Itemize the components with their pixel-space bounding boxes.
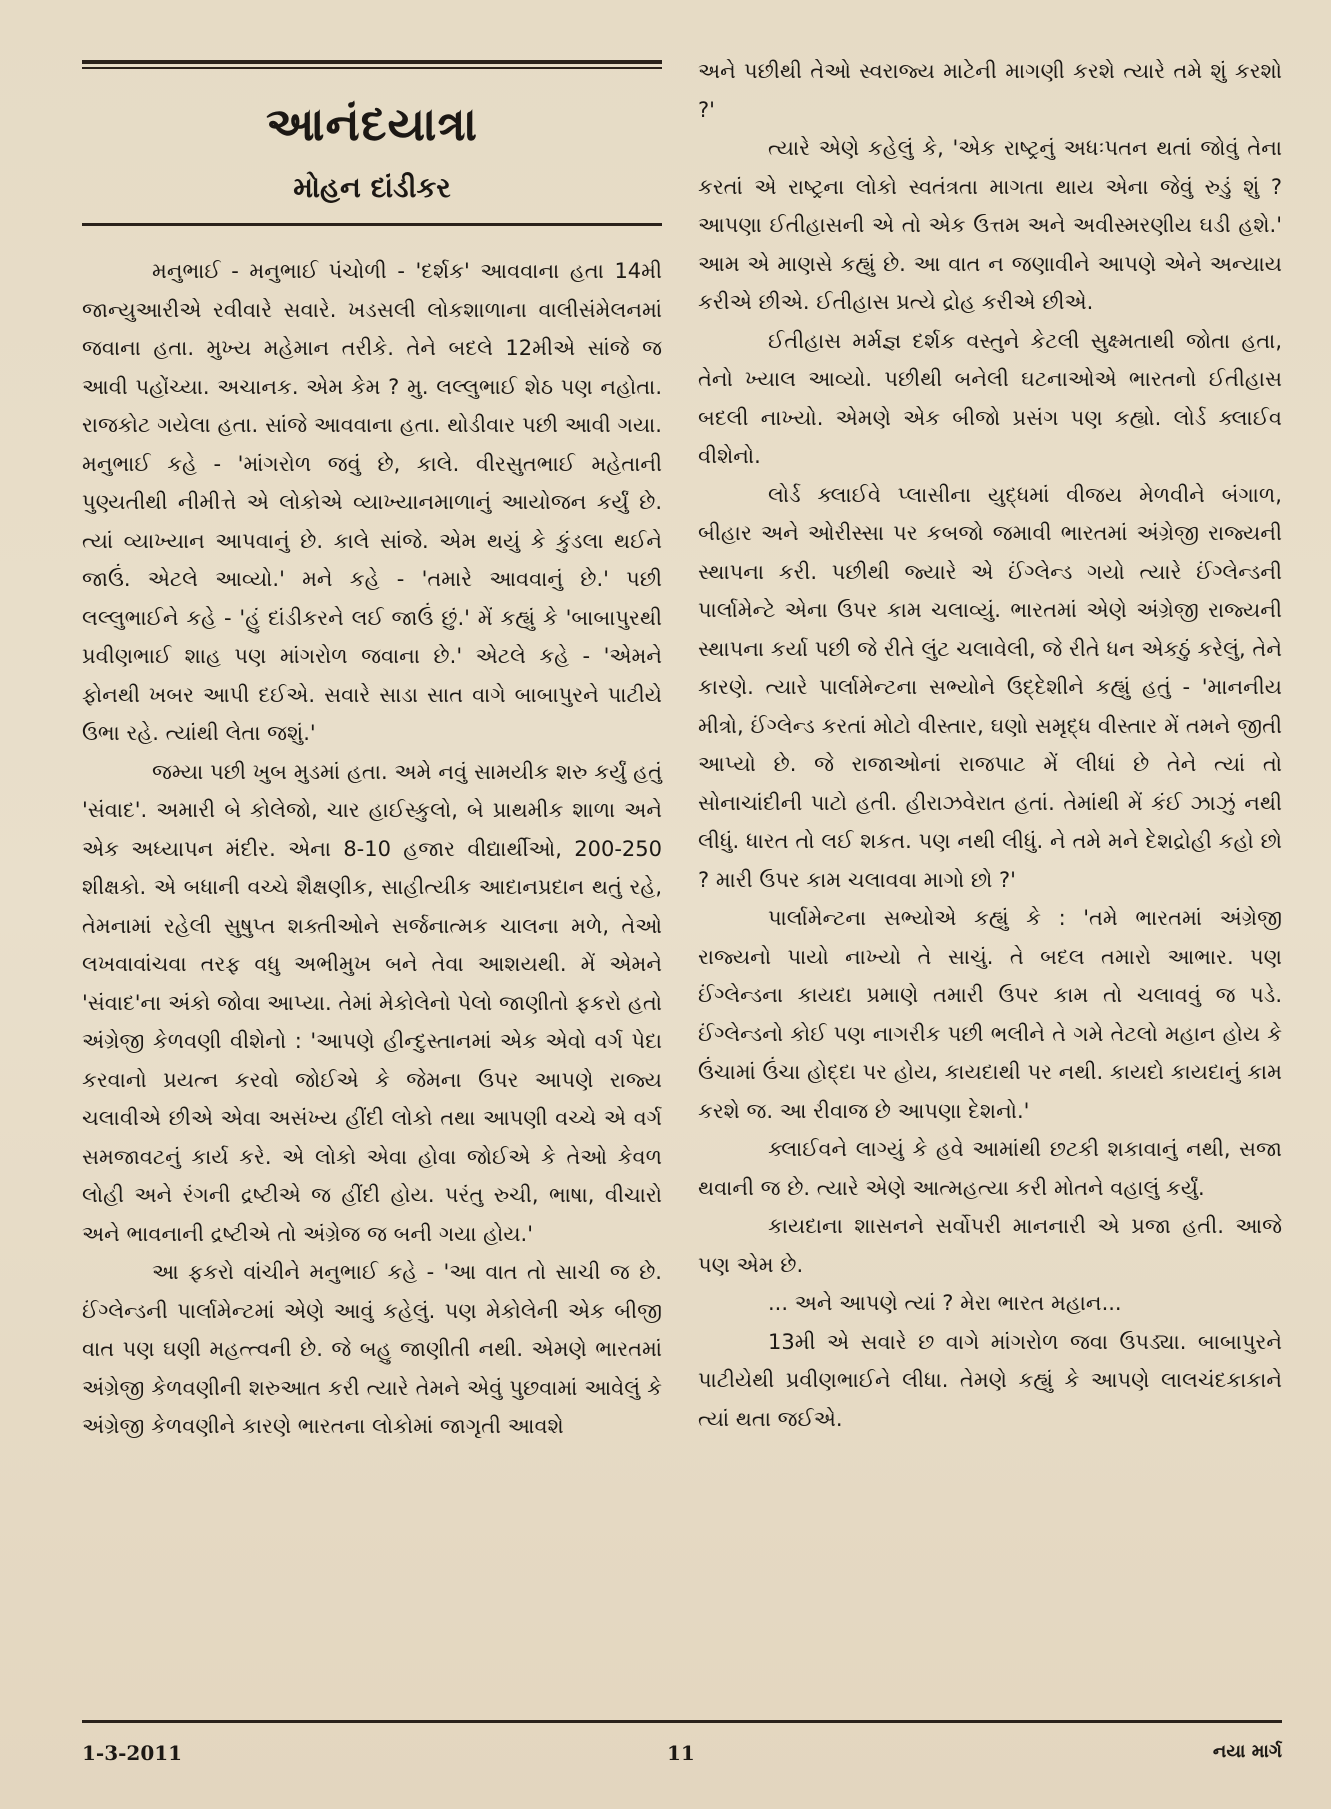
header-bottom-rule: [82, 223, 662, 226]
issue-date: 1-3-2011: [82, 1741, 183, 1765]
paragraph: કાયદાના શાસનને સર્વોપરી માનનારી એ પ્રજા હતી. આજે પણ એમ છે.: [698, 1214, 1282, 1277]
page-number: 11: [667, 1741, 695, 1765]
paragraph: 13મી એ સવારે છ વાગે માંગરોળ જવા ઉપડ્યા. બાબાપુરને પાટીયેથી પ્રવીણભાઈને લીધા. તેમણે કહ્યું કે આપણે લાલચંદકાકાને ત્યાં થતા જઈએ.: [698, 1329, 1282, 1431]
paragraph: ત્યારે એણે કહેલું કે, 'એક રાષ્ટ્રનું અધઃપતન થતાં જોવું તેના કરતાં એ રાષ્ટ્રના લોકો સ્વતંત્રતા માગતા થાય એના જેવું રુડું શું ? આપણા ઈતીહાસની એ તો એક ઉત્તમ અને અવીસ્મરણીય ઘડી હશે.' આમ એ માણસે કહ્યું છે. આ વાત ન જણાવીને આપણે એને અન્યાય કરીએ છીએ. ઈતીહાસ પ્રત્યે દ્રોહ કરીએ છીએ.: [698, 136, 1282, 314]
paragraph: ઈતીહાસ મર્મજ્ઞ દર્શક વસ્તુને કેટલી સુક્ષ્મતાથી જોતા હતા, તેનો ખ્યાલ આવ્યો. પછીથી બનેલી ઘટનાઓએ ભારતનો ઈતીહાસ બદલી નાખ્યો. એમણે એક બીજો પ્રસંગ પણ કહ્યો. લોર્ડ ક્લાઈવ વીશેનો.: [698, 328, 1282, 468]
paragraph: પાર્લામેન્ટના સભ્યોએ કહ્યું કે : 'તમે ભારતમાં અંગ્રેજી રાજ્યનો પાયો નાખ્યો તે સાચું. તે બદલ તમારો આભાર. પણ ઈંગ્લેન્ડના કાયદા પ્રમાણે તમારી ઉપર કામ તો ચલાવવું જ પડે. ઈંગ્લેન્ડનો કોઈ પણ નાગરીક પછી ભલીને તે ગમે તેટલો મહાન હોય કે ઉંચામાં ઉંચા હોદ્દા પર હોય, કાયદાથી પર નથી. કાયદો કાયદાનું કામ કરશે જ. આ રીવાજ છે આપણા દેશનો.': [698, 906, 1282, 1123]
page-footer: [82, 1720, 1282, 1783]
paragraph: ... અને આપણે ત્યાં ? મેરા ભારત મહાન...: [768, 1291, 1122, 1315]
top-rule-thin: [82, 67, 662, 69]
top-rule: [82, 60, 662, 64]
right-column: [698, 52, 1282, 1438]
paragraph: જમ્યા પછી ખુબ મુડમાં હતા. અમે નવું સામયીક શરુ કર્યું હતું 'સંવાદ'. અમારી બે કોલેજો, ચાર હાઈસ્કુલો, બે પ્રાથમીક શાળા અને એક અધ્યાપન મંદીર. એના 8-10 હજાર વીદ્યાર્થીઓ, 200-250 શીક્ષકો. એ બધાની વચ્ચે શૈક્ષણીક, સાહીત્યીક આદાનપ્રદાન થતું રહે, તેમનામાં રહેલી સુષુપ્ત શક્તીઓને સર્જનાત્મક ચાલના મળે, તેઓ લખવાવાંચવા તરફ વધુ અભીમુખ બને તેવા આશયથી. મેં એમને 'સંવાદ'ના અંકો જોવા આપ્યા. તેમાં મેકોલેનો પેલો જાણીતો ફકરો હતો અંગ્રેજી કેળવણી વીશેનો : 'આપણે હીન્દુસ્તાનમાં એક એવો વર્ગ પેદા કરવાનો પ્રયત્ન કરવો જોઈએ કે જેમના ઉપર આપણે રાજ્ય ચલાવીએ છીએ એવા અસંખ્ય હીંદી લોકો તથા આપણી વચ્ચે એ વર્ગ સમજાવટનું કાર્ય કરે. એ લોકો એવા હોવા જોઈએ કે તેઓ કેવળ લોહી અને રંગની દ્રષ્ટીએ જ હીંદી હોય. પરંતુ રુચી, ભાષા, વીચારો અને ભાવનાની દ્રષ્ટીએ તો અંગ્રેજ જ બની ગયા હોય.': [82, 759, 662, 1246]
magazine-name: નયા માર્ગ: [1212, 1741, 1282, 1762]
left-column: [82, 60, 662, 1446]
paragraph: લોર્ડ ક્લાઈવે પ્લાસીના યુદ્ધમાં વીજય મેળવીને બંગાળ, બીહાર અને ઓરીસ્સા પર કબજો જમાવી ભારતમાં અંગ્રેજી રાજ્યની સ્થાપના કરી. પછીથી જ્યારે એ ઈંગ્લેન્ડ ગયો ત્યારે ઈંગ્લેન્ડની પાર્લામેન્ટે એના ઉપર કામ ચલાવ્યું. ભારતમાં એણે અંગ્રેજી રાજ્યની સ્થાપના કર્યા પછી જે રીતે લુંટ ચલાવેલી, જે રીતે ધન એકઠું કરેલું, તેને કારણે. ત્યારે પાર્લામેન્ટના સભ્યોને ઉદ્દેશીને કહ્યું હતું - 'માનનીય મીત્રો, ઈંગ્લેન્ડ કરતાં મોટો વીસ્તાર, ઘણો સમૃદ્ધ વીસ્તાર મેં તમને જીતી આપ્યો છે. જે રાજાઓનાં રાજપાટ મેં લીધાં છે તેને ત્યાં તો સોનાચાંદીની પાટો હતી. હીરાઝવેરાત હતાં. તેમાંથી મેં કંઈ ઝાઝું નથી લીધું. ધારત તો લઈ શકત. પણ નથી લીધું. ને તમે મને દેશદ્રોહી કહો છો ? મારી ઉપર કામ ચલાવવા માગો છો ?': [698, 482, 1282, 892]
paragraph: મનુભાઈ - મનુભાઈ પંચોળી - 'દર્શક' આવવાના હતા 14મી જાન્યુઆરીએ રવીવારે સવારે. ખડસલી લોકશાળાના વાલીસંમેલનમાં જવાના હતા. મુખ્ય મહેમાન તરીકે. તેને બદલે 12મીએ સાંજે જ આવી પહોંચ્યા. અચાનક. એમ કેમ ? મુ. લલ્લુભાઈ શેઠ પણ નહોતા. રાજકોટ ગયેલા હતા. સાંજે આવવાના હતા. થોડીવાર પછી આવી ગયા. મનુભાઈ કહે - 'માંગરોળ જવું છે, કાલે. વીરસુતભાઈ મહેતાની પુણ્યતીથી નીમીત્તે એ લોકોએ વ્યાખ્યાનમાળાનું આયોજન કર્યું છે. ત્યાં વ્યાખ્યાન આપવાનું છે. કાલે સાંજે. એમ થયું કે કુંડલા થઈને જાઉં. એટલે આવ્યો.' મને કહે - 'તમારે આવવાનું છે.' પછી લલ્લુભાઈને કહે - 'હું દાંડીકરને લઈ જાઉં છું.' મેં કહ્યું કે 'બાબાપુરથી પ્રવીણભાઈ શાહ પણ માંગરોળ જવાના છે.' એટલે કહે - 'એમને ફોનથી ખબર આપી દઈએ. સવારે સાડા સાત વાગે બાબાપુરને પાટીયે ઉભા રહે. ત્યાંથી લેતા જશું.': [82, 259, 662, 745]
article-title: આનંદયાત્રા: [265, 97, 478, 151]
paragraph: ક્લાઈવને લાગ્યું કે હવે આમાંથી છટકી શકાવાનું નથી, સજા થવાની જ છે. ત્યારે એણે આત્મહત્યા કરી મોતને વહાલું કર્યું.: [698, 1137, 1282, 1200]
article-author: મોહન દાંડીકર: [293, 171, 451, 204]
paragraph: આ ફકરો વાંચીને મનુભાઈ કહે - 'આ વાત તો સાચી જ છે. ઈંગ્લેન્ડની પાર્લામેન્ટમાં એણે આવું કહેલું. પણ મેકોલેની એક બીજી વાત પણ ઘણી મહત્ત્વની છે. જે બહુ જાણીતી નથી. એમણે ભારતમાં અંગ્રેજી કેળવણીની શરુઆત કરી ત્યારે તેમને એવું પુછવામાં આવેલું કે અંગ્રેજી કેળવણીને કારણે ભારતના લોકોમાં જાગૃતી આવશે: [82, 1260, 662, 1438]
paragraph: અને પછીથી તેઓ સ્વરાજ્ય માટેની માગણી કરશે ત્યારે તમે શું કરશો ?': [698, 59, 1282, 122]
